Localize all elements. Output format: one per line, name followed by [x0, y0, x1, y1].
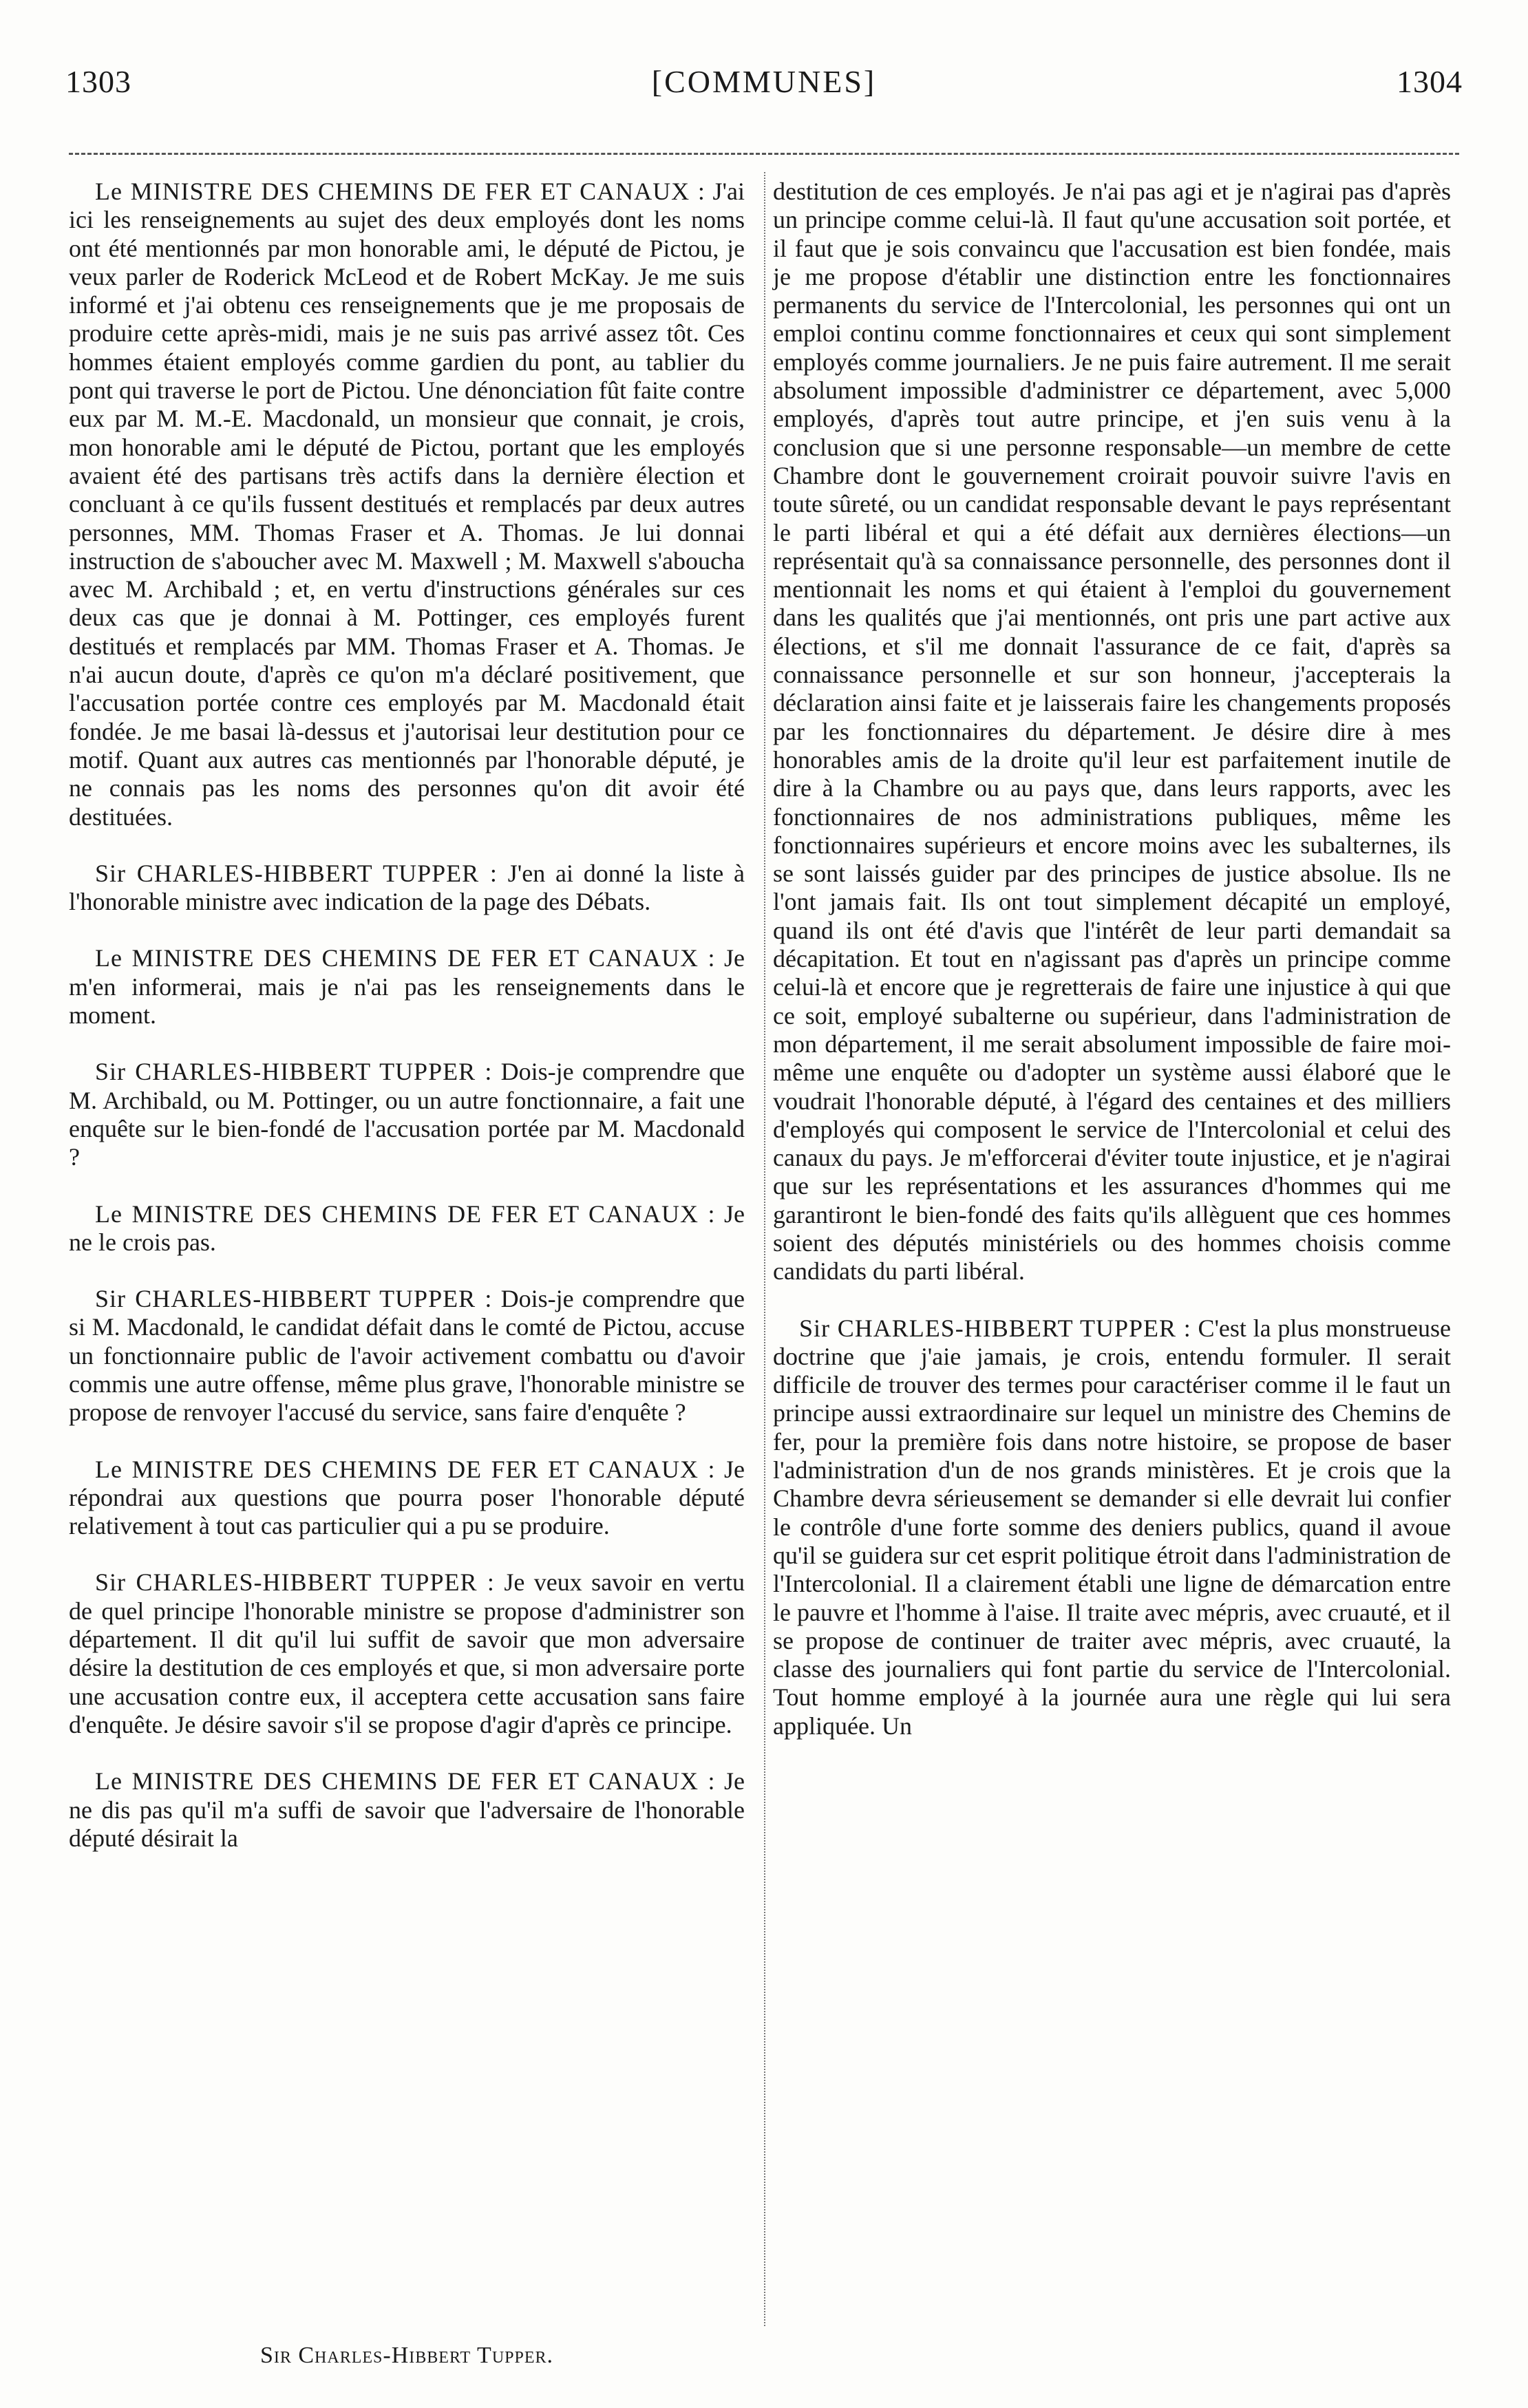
speech-text: C'est la plus monstrueuse doctrine que j'aie jamais, je crois, entendu formuler. Il serait difficile de trouver des termes pour caractériser comme il le faut un principe aussi extraordinaire sur lequel un ministre des Chemins de fer, pour la première fois dans notre histoire, se propose de baser l'administration d'un de nos grands ministères. Et je crois que la Chambre devra sérieusement se demander si elle devrait lui confier le contrôle d'une forte somme des deniers publics, quand il avoue qu'il se guidera sur cet esprit politique étroit dans l'administration de l'Intercolonial. Il a clairement établi une ligne de démarcation entre le pauvre et l'homme à l'aise. Il traite avec mépris, avec cruauté, et il se propose de continuer de traiter avec mépris, avec cruauté, la classe des journaliers qui font partie du service de l'Intercolonial. Tout homme employé à la journée aura une règle qui lui sera appliquée. Un: [773, 1314, 1452, 1740]
speech-paragraph: [69, 860, 745, 917]
speaker-name: Le MINISTRE DES CHEMINS DE FER ET CANAUX :: [95, 178, 705, 205]
page-header: [65, 63, 1463, 118]
column-divider: [764, 172, 765, 2326]
speaker-name: Sir CHARLES-HIBBERT TUPPER :: [95, 1058, 493, 1086]
speech-paragraph: [69, 1456, 745, 1541]
speaker-name: Sir CHARLES-HIBBERT TUPPER :: [95, 1285, 493, 1313]
speech-text: Je ne dis pas qu'il m'a suffi de savoir que l'adversaire de l'honorable député désirait la: [69, 1767, 745, 1852]
speaker-name: Sir CHARLES-HIBBERT TUPPER :: [799, 1314, 1191, 1342]
speech-text: Dois-je comprendre que si M. Macdonald, le candidat défait dans le comté de Pictou, accuse un fonctionnaire public de l'avoir activement combattu ou d'avoir commis une autre offense, même plus grave, l'honorable ministre se propose de renvoyer l'accusé du service, sans faire d'enquête ?: [69, 1285, 745, 1427]
speaker-name: Le MINISTRE DES CHEMINS DE FER ET CANAUX :: [95, 1455, 716, 1483]
speaker-name: Le MINISTRE DES CHEMINS DE FER ET CANAUX :: [95, 944, 716, 972]
speech-paragraph: [69, 1767, 745, 1853]
speaker-name: Le MINISTRE DES CHEMINS DE FER ET CANAUX :: [95, 1767, 716, 1796]
right-column: [773, 178, 1451, 1769]
speech-paragraph: [69, 1568, 745, 1739]
speech-text: J'ai ici les renseignements au sujet des deux employés dont les noms ont été mentionnés par mon honorable ami, le député de Pictou, je veux parler de Roderick McLeod et de Robert McKay. Je me suis informé et j'ai obtenu ces renseignements que je me proposais de produire cette après-midi, mais je ne suis pas arrivé assez tôt. Ces hommes étaient employés comme gardien du pont, au tablier du pont qui traverse le port de Pictou. Une dénonciation fût faite contre eux par M. M.-E. Macdonald, un monsieur que connait, je crois, mon honorable ami le député de Pictou, portant que les employés avaient été des partisans très actifs dans la dernière élection et concluant à ce qu'ils fussent destitués et remplacés par deux autres personnes, MM. Thomas Fraser et A. Thomas. Je lui donnai instruction de s'aboucher avec M. Maxwell ; M. Maxwell s'aboucha avec M. Archibald ; et, en vertu d'instructions générales sur ces deux cas que je donnai à M. Pottinger, ces employés furent destitués et remplacés par MM. Thomas Fraser et A. Thomas. Je n'ai aucun doute, d'après ce qu'on m'a déclaré positivement, que l'accusation portée contre ces employés par M. Macdonald était fondée. Je me basai là-dessus et j'autorisai leur destitution pour ce motif. Quant aux autres cas mentionnés par l'honorable député, je ne connais pas les noms des personnes qu'on dit avoir été destituées.: [69, 178, 745, 831]
speech-text: Je m'en informerai, mais je n'ai pas les renseignements dans le moment.: [69, 944, 745, 1030]
speech-paragraph: [69, 1058, 745, 1171]
speech-text: Je ne le crois pas.: [69, 1200, 745, 1256]
speech-text: Je veux savoir en vertu de quel principe l'honorable ministre se propose d'administrer son département. Il dit qu'il lui suffit de savoir que mon adversaire désire la destitution de ces employés et que, si mon adversaire porte une accusation contre eux, il acceptera cette accusation sans faire d'enquête. Je désire savoir s'il se propose d'agir d'après ce principe.: [69, 1568, 745, 1738]
speech-paragraph: [69, 944, 745, 1030]
speech-paragraph: [69, 1285, 745, 1427]
header-rule: [69, 153, 1459, 155]
speech-paragraph: [773, 178, 1451, 1286]
speaker-name: Sir CHARLES-HIBBERT TUPPER :: [95, 859, 498, 887]
speech-paragraph: [773, 1314, 1451, 1740]
page-number-left: 1303: [65, 64, 131, 99]
page-title: [COMMUNES]: [651, 64, 877, 99]
page-footer-signature: Sir Charles-Hibbert Tupper.: [259, 2343, 554, 2368]
page-number-right: 1304: [1397, 64, 1463, 99]
speech-text: destitution de ces employés. Je n'ai pas agi et je n'agirai pas d'après un principe comme celui-là. Il faut qu'une accusation soit portée, et il faut que je sois convaincu que l'accusation est bien fondée, mais je me propose d'établir une distinction entre les fonctionnaires permanents du service de l'Intercolonial, les personnes qui ont un emploi continu comme fonctionnaires et ceux qui sont simplement employés comme journaliers. Je ne puis faire autrement. Il me serait absolument impossible d'administrer ce département, avec 5,000 employés, d'après tout autre principe, et j'en suis venu à la conclusion que si une personne responsable—un membre de cette Chambre dont le gouvernement croirait pouvoir suivre l'avis en toute sûreté, ou un candidat responsable devant le pays représentant le parti libéral et qui a été défait aux dernières élections—un représentait qu'à sa connaissance personnelle, des personnes dont il mentionnait les noms et qui étaient à l'emploi du gouvernement dans les qualités que j'ai mentionnés, ont pris une part active aux élections, et s'il me donnait l'assurance de ce fait, d'après sa connaissance personnelle et sur son honneur, j'accepterais la déclaration ainsi faite et je laisserais faire les changements proposés par les fonctionnaires du département. Je désire dire à mes honorables amis de la droite qu'il leur est parfaitement inutile de dire à la Chambre ou au pays que, dans leurs rapports, avec les fonctionnaires de nos administrations publiques, même les fonctionnaires supérieurs et encore moins avec les subalternes, ils se sont laissés guider par des principes de justice absolue. Ils ne l'ont jamais fait. Ils ont tout simplement décapité un employé, quand ils ont été d'avis que l'intérêt de leur parti demandait sa décapitation. Et tout en n'agissant pas d'après un principe comme celui-là et encore que je regretterais de faire une injustice à qui que ce soit, employé subalterne ou supérieur, dans l'administration de mon département, il me serait absolument impossible de faire moi-même une enquête ou d'adopter un système aussi élaboré que le voudrait l'honorable député, à l'égard des centaines et des milliers d'employés qui composent le service de l'Intercolonial et celui des canaux du pays. Je m'efforcerai d'éviter toute injustice, et je n'agirai que sur les représentations et les assurances d'hommes qui me garantiront le bien-fondé des faits qu'ils allèguent que ces hommes soient des députés ministériels ou des hommes choisis comme candidats du parti libéral.: [773, 178, 1451, 1286]
speech-text: J'en ai donné la liste à l'honorable ministre avec indication de la page des Débats.: [69, 859, 745, 916]
speech-text: Dois-je comprendre que M. Archibald, ou M. Pottinger, ou un autre fonctionnaire, a fait une enquête sur le bien-fondé de l'accusation portée par M. Macdonald ?: [69, 1058, 745, 1171]
left-column: [69, 178, 745, 1881]
speech-paragraph: [69, 178, 745, 831]
speech-text: Je répondrai aux questions que pourra poser l'honorable député relativement à tout cas particulier qui a pu se produire.: [69, 1455, 745, 1540]
speaker-name: Sir CHARLES-HIBBERT TUPPER :: [95, 1568, 495, 1597]
speech-paragraph: [69, 1200, 745, 1257]
speaker-name: Le MINISTRE DES CHEMINS DE FER ET CANAUX :: [95, 1200, 716, 1228]
